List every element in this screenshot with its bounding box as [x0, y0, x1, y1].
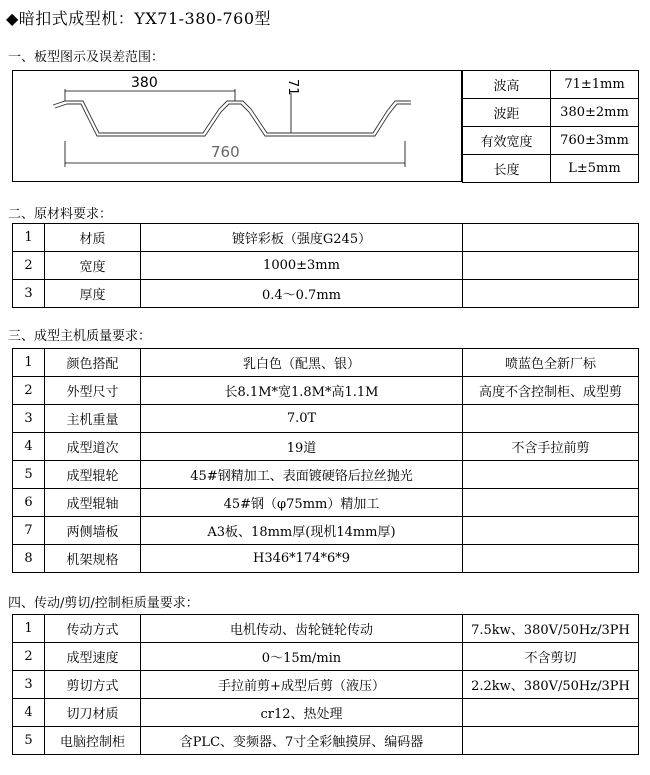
- cell-value: 0～15m/min: [141, 643, 463, 671]
- cell-value: H346*174*6*9: [141, 545, 463, 573]
- cell-no: 6: [13, 489, 45, 517]
- table-row: [13, 727, 639, 755]
- cell-note: [463, 489, 639, 517]
- cell-item: 外型尺寸: [45, 377, 141, 405]
- cell-note: [463, 727, 639, 755]
- cell-item: 颜色搭配: [45, 349, 141, 377]
- cell-item: 厚度: [45, 280, 141, 308]
- table-row: [13, 615, 639, 643]
- dim-height-label: 71: [285, 79, 300, 96]
- cell-value: 7.0T: [141, 405, 463, 433]
- table-row: [13, 489, 639, 517]
- cell-value: 电机传动、齿轮链轮传动: [141, 615, 463, 643]
- table-row: [13, 643, 639, 671]
- cell-note: 不含手拉前剪: [463, 433, 639, 461]
- cell-item: 材质: [45, 224, 141, 252]
- table-row: [13, 377, 639, 405]
- table-row: [13, 517, 639, 545]
- cell-value: 手拉前剪+成型后剪（液压）: [141, 671, 463, 699]
- table-row: [13, 252, 639, 280]
- material-table: [12, 223, 639, 308]
- spec-row: [463, 99, 639, 127]
- cell-note: [463, 517, 639, 545]
- cell-item: 成型辊轮: [45, 461, 141, 489]
- table-row: [13, 545, 639, 573]
- cell-no: 1: [13, 349, 45, 377]
- cell-value: 0.4～0.7mm: [141, 280, 463, 308]
- cell-item: 剪切方式: [45, 671, 141, 699]
- profile-spec-table: [462, 70, 639, 183]
- spec-value: L±5mm: [551, 155, 639, 183]
- cell-no: 3: [13, 280, 45, 308]
- spec-value: 760±3mm: [551, 127, 639, 155]
- dim-width-label: 760: [211, 143, 240, 161]
- profile-inner: [55, 104, 411, 136]
- cell-value: A3板、18mm厚(现机14mm厚): [141, 517, 463, 545]
- profile-outer: [53, 101, 411, 133]
- spec-label: 波距: [463, 99, 551, 127]
- cell-no: 4: [13, 433, 45, 461]
- cell-note: 7.5kw、380V/50Hz/3PH: [463, 615, 639, 643]
- cell-note: [463, 252, 639, 280]
- cell-note: 不含剪切: [463, 643, 639, 671]
- cell-note: [463, 405, 639, 433]
- spec-label: 长度: [463, 155, 551, 183]
- cell-item: 传动方式: [45, 615, 141, 643]
- cell-note: 喷蓝色全新厂标: [463, 349, 639, 377]
- cell-no: 3: [13, 405, 45, 433]
- spec-row: [463, 155, 639, 183]
- cell-no: 1: [13, 615, 45, 643]
- table-row: [13, 224, 639, 252]
- cell-no: 2: [13, 252, 45, 280]
- spec-row: [463, 71, 639, 99]
- main-machine-table: [12, 348, 639, 573]
- spec-value: 71±1mm: [551, 71, 639, 99]
- board-profile-drawing: [12, 70, 462, 182]
- cell-value: cr12、热处理: [141, 699, 463, 727]
- cell-value: 含PLC、变频器、7寸全彩触摸屏、编码器: [141, 727, 463, 755]
- cell-note: 2.2kw、380V/50Hz/3PH: [463, 671, 639, 699]
- table-row: [13, 405, 639, 433]
- cell-value: 45#钢（φ75mm）精加工: [141, 489, 463, 517]
- cell-no: 3: [13, 671, 45, 699]
- table-row: [13, 280, 639, 308]
- spec-label: 有效宽度: [463, 127, 551, 155]
- cell-no: 8: [13, 545, 45, 573]
- cell-note: [463, 545, 639, 573]
- cell-value: 45#钢精加工、表面镀硬铬后拉丝抛光: [141, 461, 463, 489]
- cell-item: 切刀材质: [45, 699, 141, 727]
- cell-item: 宽度: [45, 252, 141, 280]
- cell-value: 19道: [141, 433, 463, 461]
- dim-pitch-label: 380: [131, 75, 158, 91]
- cell-note: [463, 699, 639, 727]
- cell-no: 1: [13, 224, 45, 252]
- cell-value: 镀锌彩板（强度G245）: [141, 224, 463, 252]
- cell-item: 主机重量: [45, 405, 141, 433]
- table-row: [13, 461, 639, 489]
- cell-note: [463, 224, 639, 252]
- table-row: [13, 433, 639, 461]
- spec-label: 波高: [463, 71, 551, 99]
- table-row: [13, 671, 639, 699]
- cell-item: 成型速度: [45, 643, 141, 671]
- table-row: [13, 699, 639, 727]
- drive-cutting-table: [12, 614, 639, 755]
- section2-heading: 二、原材料要求：: [8, 207, 113, 222]
- section3-heading: 三、成型主机质量要求：: [8, 329, 152, 344]
- profile-svg: [13, 71, 461, 181]
- cell-no: 5: [13, 727, 45, 755]
- cell-value: 1000±3mm: [141, 252, 463, 280]
- cell-item: 电脑控制柜: [45, 727, 141, 755]
- cell-no: 4: [13, 699, 45, 727]
- spec-row: [463, 127, 639, 155]
- page-title: ◆暗扣式成型机：YX71-380-760型: [6, 9, 272, 28]
- cell-item: 成型辊轴: [45, 489, 141, 517]
- cell-item: 机架规格: [45, 545, 141, 573]
- cell-no: 7: [13, 517, 45, 545]
- cell-no: 5: [13, 461, 45, 489]
- cell-no: 2: [13, 377, 45, 405]
- cell-note: [463, 280, 639, 308]
- cell-no: 2: [13, 643, 45, 671]
- cell-note: [463, 461, 639, 489]
- cell-item: 两侧墙板: [45, 517, 141, 545]
- cell-item: 成型道次: [45, 433, 141, 461]
- section4-heading: 四、传动/剪切/控制柜质量要求：: [8, 596, 199, 611]
- section1-heading: 一、板型图示及误差范围：: [8, 50, 165, 65]
- cell-value: 乳白色（配黑、银）: [141, 349, 463, 377]
- table-row: [13, 349, 639, 377]
- spec-value: 380±2mm: [551, 99, 639, 127]
- cell-note: 高度不含控制柜、成型剪: [463, 377, 639, 405]
- cell-value: 长8.1M*宽1.8M*高1.1M: [141, 377, 463, 405]
